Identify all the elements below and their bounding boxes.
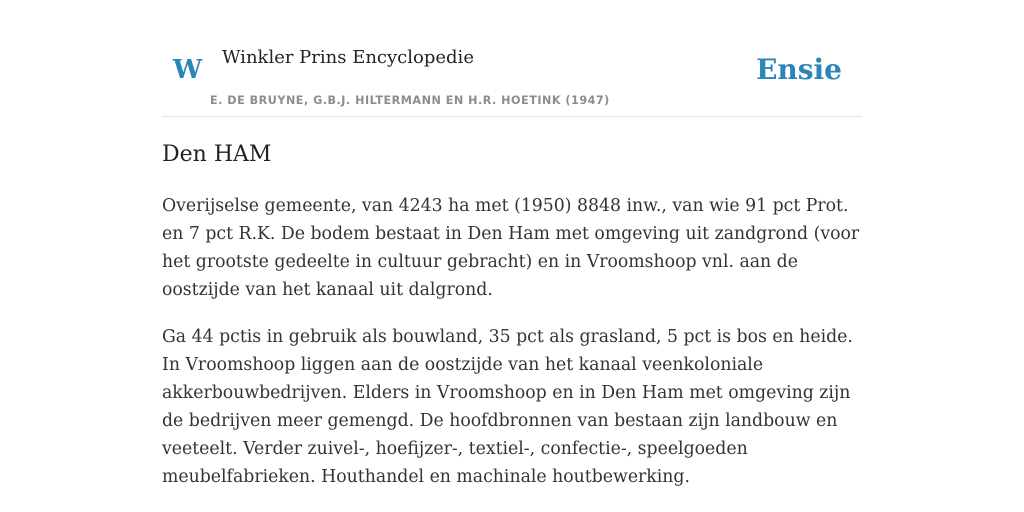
brand-logo[interactable]: Ensie [756, 53, 842, 86]
logo-w-icon[interactable]: W [173, 55, 203, 85]
article-paragraph: Overijselse gemeente, van 4243 ha met (1950) 8848 inw., van wie 91 pct Prot. en 7 pct R.K. De bodem bestaat in Den Ham met omgeving uit zandgrond (voor het grootste gedeelte in cultuur gebracht) en in Vroomshoop vnl. aan de oostzijde van het kanaal uit dalgrond. [162, 196, 860, 300]
authors-line: E. DE BRUYNE, G.B.J. HILTERMANN EN H.R. HOETINK (1947) [210, 94, 610, 107]
header [162, 0, 862, 117]
article-paragraph: Ga 44 pctis in gebruik als bouwland, 35 pct als grasland, 5 pct is bos en heide. In Vroomshoop liggen aan de oostzijde van het kanaal veenkoloniale akkerbouwbedrijven. Elders in Vroomshoop en in Den Ham met omgeving zijn de bedrijven meer gemengd. De hoofdbronnen van bestaan zijn landbouw en veeteelt. Verder zuivel-, hoefijzer-, textiel-, confectie-, speelgoeden meubelfabrieken. Houthandel en machinale houtbewerking. [162, 327, 853, 487]
article-title: Den HAM [162, 142, 272, 167]
site-title[interactable]: Winkler Prins Encyclopedie [222, 47, 474, 68]
